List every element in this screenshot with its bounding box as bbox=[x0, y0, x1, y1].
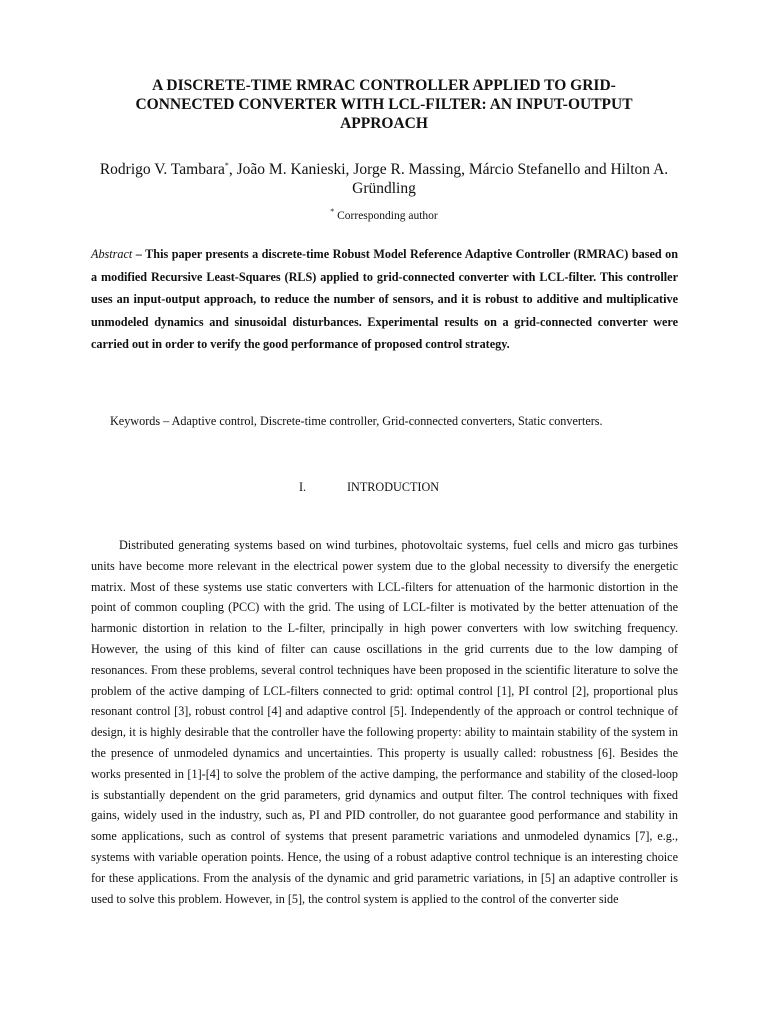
paper-title: A DISCRETE-TIME RMRAC CONTROLLER APPLIED TO GRID-CONNECTED CONVERTER WITH LCL-FILTER: AN INPUT-OUTPUT APPROACH bbox=[135, 77, 633, 132]
corresponding-mark: * bbox=[224, 160, 229, 170]
abstract-text: – This paper presents a discrete-time Robust Model Reference Adaptive Controller (RMRAC) based on a modified Recursive Least-Squares (RLS) applied to grid-connected converter with LCL-filter. This controller uses an input-output approach, to reduce the number of sensors, and it is robust to additive and multiplicative unmodeled dynamics and sinusoidal disturbances. Experimental results on a grid-connected converter were carried out in order to verify the good performance of proposed control strategy. bbox=[91, 247, 678, 352]
author-list bbox=[90, 160, 678, 198]
abstract bbox=[91, 243, 678, 356]
section-title: INTRODUCTION bbox=[347, 480, 440, 494]
corresponding-note-text: Corresponding author bbox=[334, 210, 438, 222]
keywords: Keywords – Adaptive control, Discrete-time controller, Grid-connected converters, Static converters. bbox=[110, 414, 603, 428]
abstract-label: Abstract bbox=[91, 247, 133, 261]
corresponding-author-note bbox=[0, 207, 768, 222]
other-authors: , João M. Kanieski, Jorge R. Massing, Márcio Stefanello and Hilton A. Gründling bbox=[228, 161, 669, 197]
intro-paragraph: Distributed generating systems based on wind turbines, photovoltaic systems, fuel cells and micro gas turbines units have become more relevant in the electrical power system due to the global necessity to diversify the energetic matrix. Most of these systems use static converters with LCL-filters for attenuation of the harmonic distortion in the point of common coupling (PCC) with the grid. The using of LCL-filter is motivated by the better attenuation of the harmonic distortion in relation to the L-filter, principally in high power converters with low switching frequency. However, the using of this kind of filter can cause oscillations in the grid currents due to the low damping of resonances. From these problems, several control techniques have been proposed in the scientific literature to solve the problem of the active damping of LCL-filters connected to grid: optimal control [1], PI control [2], proportional plus resonant control [3], robust control [4] and adaptive control [5]. Independently of the approach or control technique of design, it is highly desirable that the controller have the following property: ability to maintain stability of the system in the presence of unmodeled dynamics and uncertainties. This property is usually called: robustness [6]. Besides the works presented in [1]-[4] to solve the problem of the active damping, the performance and stability of the closed-loop is substantially dependent on the grid parameters, grid dynamics and output filter. The control techniques with fixed gains, widely used in the industry, such as, PI and PID controller, do not guarantee good performance and stability in some applications, such as control of systems that present parametric variations and unmodeled dynamics [7], e.g., systems with variable operation points. Hence, the using of a robust adaptive control technique is an interesting choice for these applications. From the analysis of the dynamic and grid parametric variations, in [5] an adaptive controller is used to solve this problem. However, in [5], the control system is applied to the control of the converter side bbox=[91, 538, 678, 906]
corresponding-note-mark: * bbox=[330, 207, 335, 217]
first-author: Rodrigo V. Tambara bbox=[99, 161, 225, 178]
section-number: I. bbox=[299, 480, 307, 494]
section-heading bbox=[299, 480, 439, 495]
